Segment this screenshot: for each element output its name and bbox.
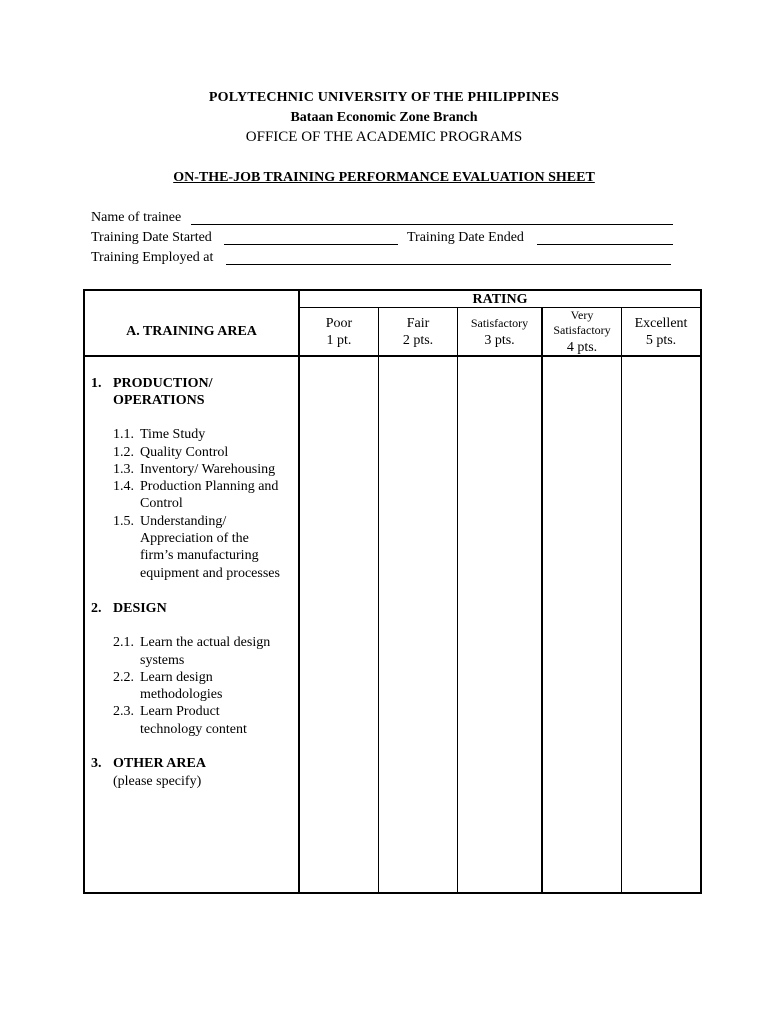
date-started-input-line[interactable] [224, 244, 398, 245]
section-1-title-line1: PRODUCTION/ [113, 376, 213, 391]
col-very-label-1: Very [570, 308, 594, 322]
table-border-left [83, 289, 85, 894]
item-1-2-text: Quality Control [140, 445, 229, 460]
employed-at-input-line[interactable] [226, 264, 671, 265]
col-fair-label: Fair [406, 316, 430, 331]
item-1-5-text-line1: Understanding/ [140, 514, 227, 529]
university-name: POLYTECHNIC UNIVERSITY OF THE PHILIPPINES [208, 90, 560, 105]
date-started-label: Training Date Started [91, 230, 212, 245]
col-very-label-2: Satisfactory [553, 323, 611, 337]
item-1-5-text-line2: Appreciation of the [140, 531, 249, 546]
item-2-2-text-line1: Learn design [140, 670, 213, 685]
trainee-input-line[interactable] [191, 224, 673, 225]
section-3-note: (please specify) [113, 774, 202, 789]
item-1-4-text-line2: Control [140, 496, 183, 511]
section-2-number: 2. [91, 601, 102, 616]
item-1-1-text: Time Study [140, 427, 206, 442]
date-ended-input-line[interactable] [537, 244, 673, 245]
item-1-5-text-line4: equipment and processes [140, 566, 280, 581]
item-1-2-number: 1.2. [113, 445, 134, 460]
section-2-title: DESIGN [113, 601, 167, 616]
item-2-2-number: 2.2. [113, 670, 134, 685]
col-excellent-label: Excellent [634, 316, 688, 331]
rating-header: RATING [472, 292, 528, 307]
item-2-3-text-line1: Learn Product [140, 704, 220, 719]
rating-cell-excellent[interactable] [622, 357, 700, 892]
office-name: OFFICE OF THE ACADEMIC PROGRAMS [245, 129, 523, 145]
section-3-title: OTHER AREA [113, 756, 206, 771]
col-fair-points: 2 pts. [402, 333, 434, 348]
rating-cell-very-satisfactory[interactable] [543, 357, 621, 892]
item-2-3-number: 2.3. [113, 704, 134, 719]
col-very-satisfactory-points: 4 pts. [566, 340, 598, 355]
training-area-header: A. TRAINING AREA [126, 324, 257, 339]
table-border-bottom [83, 892, 702, 894]
col-poor-points: 1 pt. [326, 333, 352, 348]
employed-at-label: Training Employed at [91, 250, 214, 265]
rating-cell-satisfactory[interactable] [458, 357, 541, 892]
item-1-5-number: 1.5. [113, 514, 134, 529]
trainee-label: Name of trainee [91, 210, 182, 225]
item-2-2-text-line2: methodologies [140, 687, 223, 702]
item-2-3-text-line2: technology content [140, 722, 247, 737]
item-1-4-text-line1: Production Planning and [140, 479, 279, 494]
item-1-4-number: 1.4. [113, 479, 134, 494]
col-excellent-points: 5 pts. [645, 333, 677, 348]
date-ended-label: Training Date Ended [407, 230, 524, 245]
item-1-5-text-line3: firm’s manufacturing [140, 548, 259, 563]
rating-cell-fair[interactable] [379, 357, 457, 892]
rating-cell-poor[interactable] [300, 357, 378, 892]
branch-name: Bataan Economic Zone Branch [290, 110, 478, 125]
item-2-1-number: 2.1. [113, 635, 134, 650]
section-3-number: 3. [91, 756, 102, 771]
section-1-title-line2: OPERATIONS [113, 393, 205, 408]
col-poor-label: Poor [325, 316, 353, 331]
item-1-3-number: 1.3. [113, 462, 134, 477]
table-border-right [700, 289, 702, 894]
item-1-3-text: Inventory/ Warehousing [140, 462, 276, 477]
col-satisfactory-points: 3 pts. [484, 333, 515, 348]
section-1-number: 1. [91, 376, 102, 391]
item-2-1-text-line1: Learn the actual design [140, 635, 271, 650]
item-2-1-text-line2: systems [140, 653, 185, 668]
form-title: ON-THE-JOB TRAINING PERFORMANCE EVALUATION SHEET [173, 170, 595, 185]
item-1-1-number: 1.1. [113, 427, 134, 442]
col-satisfactory-label: Satisfactory [470, 316, 529, 330]
